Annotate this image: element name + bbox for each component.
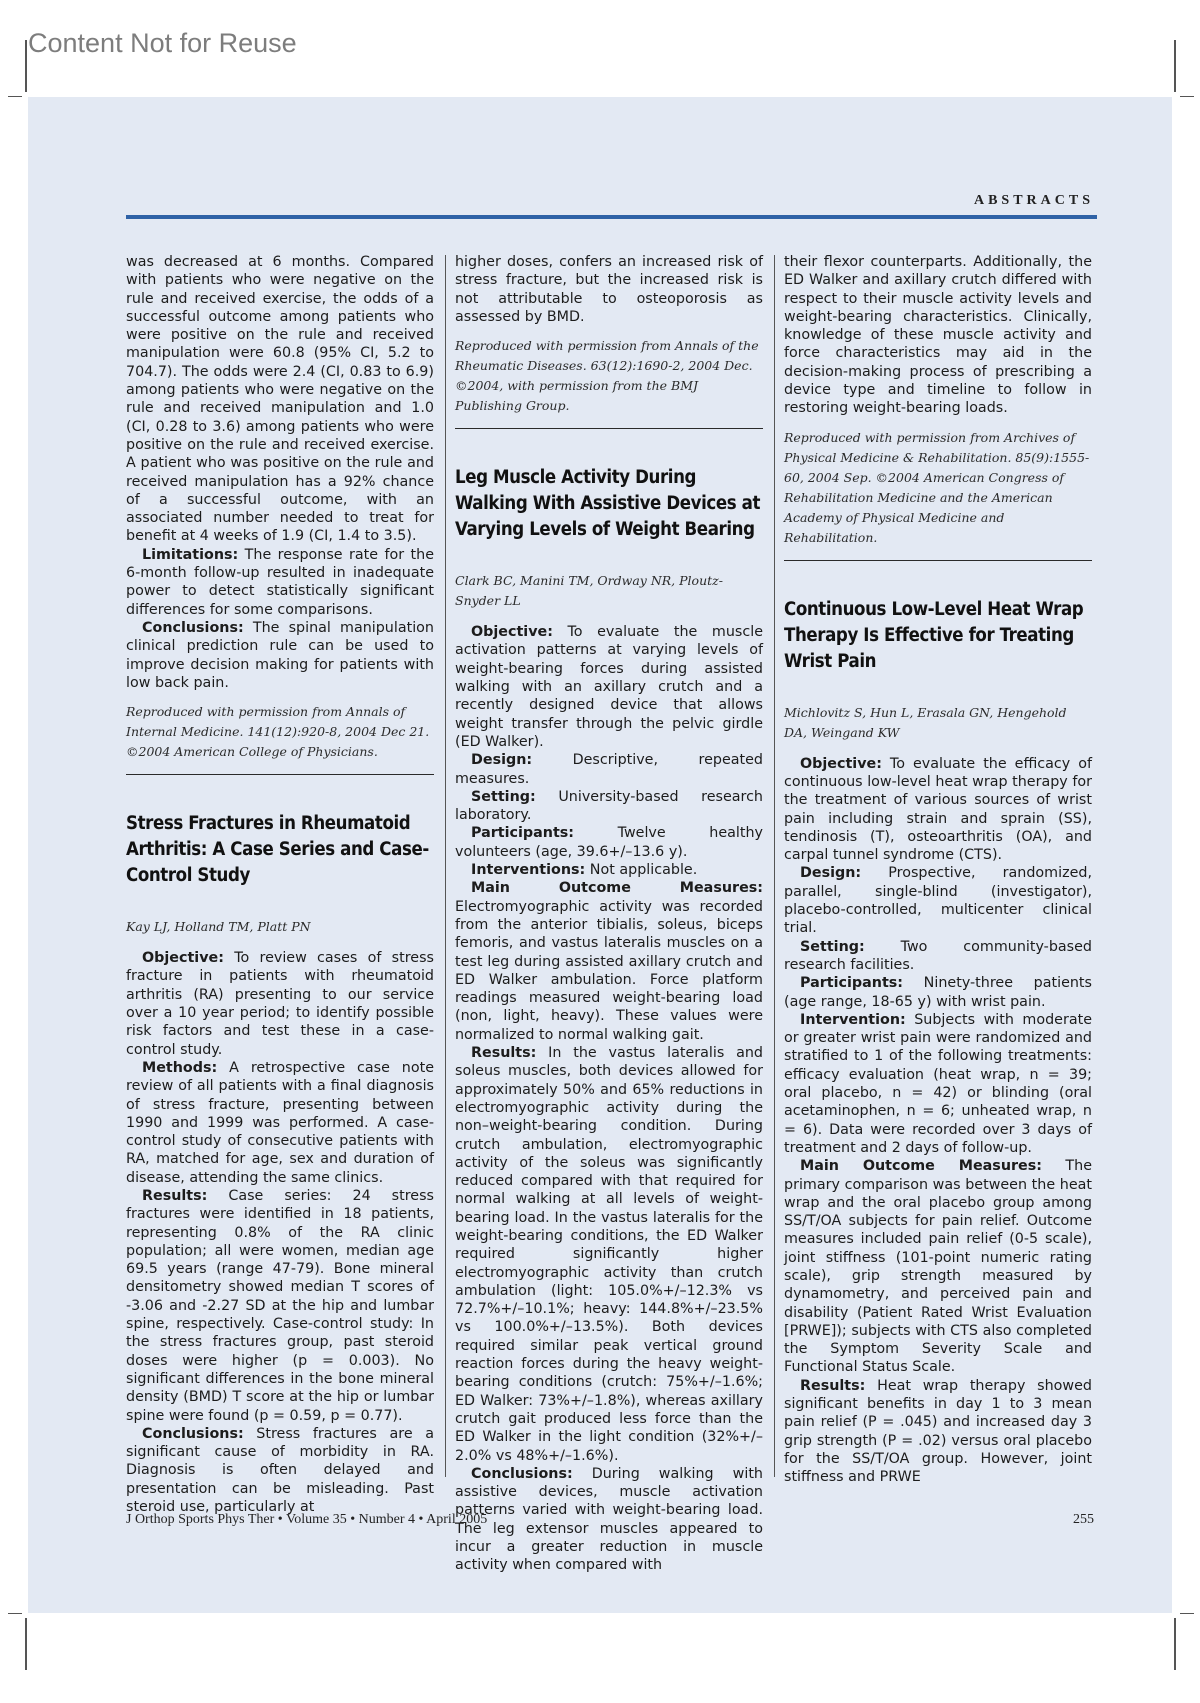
participants-text: Ninety-three patients (age range, 18-65 y) with wrist pain. xyxy=(784,975,1092,1010)
page-number: 255 xyxy=(1073,1512,1094,1527)
conclusions-text: Stress fractures are a significant cause of morbidity in RA. Diagnosis is often delayed and presentation can be misleading. Past steroid use, particularly at xyxy=(126,1425,434,1516)
setting-label: Setting: xyxy=(800,938,865,955)
crop-mark xyxy=(25,1618,27,1670)
design-label: Design: xyxy=(800,865,862,882)
methods-label: Methods: xyxy=(142,1059,218,1076)
objective-text: To evaluate the muscle activation patterns at varying levels of weight-bearing forces during assisted walking with an axillary crutch and a recently designed device that allows weight transfer through the pelvic girdle (ED Walker). xyxy=(455,624,763,750)
column-3 xyxy=(784,253,1093,1486)
measures-paragraph xyxy=(784,1157,1092,1377)
results-text: In the vastus lateralis and soleus muscles, both devices allowed for approximately 50% and 65% reductions in electromyographic activity during the non–weight-bearing condition. During crutch ambulation, electromyographic activity of the soleus was significantly reduced compared with that required for normal walking at all levels of weight-bearing load. In the vastus lateralis for the weight-bearing conditions, the ED Walker required significantly higher electromyographic activity than crutch ambulation (light: 105.0%+/–12.3% vs 72.7%+/–10.1%; heavy: 144.8%+/–23.5% vs 100.0%+/–13.5%). Both devices required similar peak vertical ground reaction forces during the heavy weight-bearing conditions (crutch: 75%+/–1.6%; ED Walker: 73%+/–1.8%), whereas axillary crutch gait produced less force than the ED Walker in the light condition (32%+/–2.0% vs 48%+/–1.6%). xyxy=(455,1045,763,1464)
crop-mark xyxy=(8,96,22,97)
header-rule xyxy=(126,215,1097,219)
column-2 xyxy=(455,253,763,1574)
crop-mark xyxy=(1174,1618,1176,1670)
objective-label: Objective: xyxy=(142,950,224,967)
conclusions-paragraph xyxy=(455,1465,763,1575)
crop-mark xyxy=(1180,96,1194,97)
measures-paragraph xyxy=(455,879,763,1044)
limitations-label: Limitations: xyxy=(142,546,239,563)
reproduction-note: Reproduced with permission from Annals of the Rheumatic Diseases. 63(12):1690-2, 2004 Dec. ©2004, with permission from the BMJ Publishing Group. xyxy=(455,338,759,414)
measures-text: Electromyographic activity was recorded from the anterior tibialis, soleus, biceps femoris, and vastus lateralis muscles on a test leg during assisted axillary crutch and ED Walker ambulation. Force platform readings measured weight-bearing load (non, light, heavy). These values were normalized to normal walking gait. xyxy=(455,898,763,1043)
results-text: Heat wrap therapy showed significant benefits in day 1 to 3 mean pain relief (P = .045) and increased day 3 grip strength (P = .02) versus oral placebo for the SS/T/OA group. However, joint stiffness and PRWE xyxy=(784,1377,1092,1486)
crop-mark xyxy=(8,1613,22,1614)
results-label: Results: xyxy=(142,1187,208,1204)
reproduction-note: Reproduced with permission from Annals of Internal Medicine. 141(12):920-8, 2004 Dec 21. ©2004 American College of Physicians. xyxy=(126,704,430,760)
objective-text: To evaluate the efficacy of continuous low-level heat wrap therapy for the treatment of various sources of wrist pain including strain and sprain (SS), tendinosis (T), osteoarthritis (OA), and carpal tunnel syndrome (CTS). xyxy=(784,755,1092,864)
intervention-text: Subjects with moderate or greater wrist pain were randomized and stratified to 1 of the following treatments: efficacy evaluation (heat wrap, n = 39; oral placebo, n = 42) or blinding (oral acetaminophen, n = 6; unheated wrap, n = 6). Data were recorded over 3 days of treatment and 2 days of follow-up. xyxy=(784,1011,1092,1156)
participants-paragraph xyxy=(784,974,1092,1011)
limitations-paragraph xyxy=(126,546,434,619)
reproduction-note: Reproduced with permission from Archives of Physical Medicine & Rehabilitation. 85(9):1555-60, 2004 Sep. ©2004 American Congress of Rehabilitation Medicine and the American Academy of Physical Medicine and Rehabilitation. xyxy=(784,429,1090,545)
conclusions-text: The spinal manipulation clinical prediction rule can be used to improve decision making for patients with low back pain. xyxy=(126,619,434,691)
conclusions-text: During walking with assistive devices, muscle activation patterns varied with weight-bearing load. The leg extensor muscles appeared to incur a greater reduction in muscle activity when compared with xyxy=(455,1465,763,1574)
article-authors: Kay LJ, Holland TM, Platt PN xyxy=(126,919,311,935)
article-authors: Clark BC, Manini TM, Ordway NR, Ploutz-Snyder LL xyxy=(455,573,723,609)
limitations-text: The response rate for the 6-month follow-up resulted in inadequate power to detect statistically significant differences for some comparisons. xyxy=(126,546,434,618)
results-label: Results: xyxy=(471,1045,537,1062)
participants-paragraph xyxy=(455,824,763,861)
conclusions-paragraph xyxy=(126,1425,434,1516)
design-label: Design: xyxy=(471,752,533,769)
crop-mark xyxy=(1180,1613,1194,1614)
results-text: Case series: 24 stress fractures were identified in 18 patients, representing 0.8% of the RA clinic population; all were women, median age 69.5 years (range 47-79). Bone mineral densitometry showed median T scores of -3.06 and -2.27 SD at the hip and lumbar spine, respectively. Case-control study: In the stress fractures group, past steroid doses were higher (p = 0.003). No significant differences in the bone mineral density (BMD) T score at the hip or lumbar spine were found (p = 0.59, p = 0.77). xyxy=(126,1187,434,1424)
design-paragraph xyxy=(784,864,1092,937)
design-text: Descriptive, repeated measures. xyxy=(455,752,763,787)
carry-over-text: their flexor counterparts. Additionally, the ED Walker and axillary crutch differed with respect to their muscle activity levels and weight-bearing characteristics. Clinically, knowledge of these muscle activity and force characteristics may aid in the decision-making process of prescribing a device type and timeline to follow in restoring weight-bearing loads. xyxy=(784,254,1092,417)
column-separator xyxy=(445,255,446,1477)
conclusions-paragraph xyxy=(126,619,434,692)
results-paragraph xyxy=(455,1044,763,1465)
watermark: Content Not for Reuse xyxy=(28,28,297,58)
objective-paragraph xyxy=(126,949,434,1059)
interventions-paragraph xyxy=(455,861,763,879)
participants-label: Participants: xyxy=(471,825,575,842)
setting-text: Two community-based research facilities. xyxy=(784,938,1092,973)
results-label: Results: xyxy=(800,1377,866,1394)
article-title: Stress Fractures in Rheumatoid Arthritis: A Case Series and Case-Control Study xyxy=(126,813,429,887)
results-paragraph xyxy=(784,1377,1092,1487)
column-1 xyxy=(126,253,434,1516)
objective-label: Objective: xyxy=(800,755,882,772)
objective-label: Objective: xyxy=(471,624,553,641)
article-title: Continuous Low-Level Heat Wrap Therapy Is Effective for Treating Wrist Pain xyxy=(784,598,1084,672)
participants-label: Participants: xyxy=(800,975,904,992)
carry-over-text: was decreased at 6 months. Compared with patients who were negative on the rule and received exercise, the odds of a successful outcome among patients who were positive on the rule and received manipulation were 60.8 (95% CI, 5.2 to 704.7). The odds were 2.4 (CI, 0.83 to 6.9) among patients who were negative on the rule and received manipulation and 1.0 (CI, 0.28 to 3.6) among patients who were positive on the rule and received exercise. A patient who was positive on the rule and received manipulation has a 92% chance of a successful outcome, with an associated number needed to treat for benefit at 4 weeks of 1.9 (CI, 1.4 to 3.5). xyxy=(126,254,434,545)
intervention-paragraph xyxy=(784,1011,1092,1157)
objective-paragraph xyxy=(784,755,1092,865)
interventions-label: Interventions: xyxy=(471,862,586,879)
article-title: Leg Muscle Activity During Walking With Assistive Devices at Varying Levels of Weight Bearing xyxy=(455,467,761,541)
conclusions-label: Conclusions: xyxy=(142,1425,244,1442)
objective-text: To review cases of stress fracture in patients with rheumatoid arthritis (RA) presenting to our service over a 10 year period; to identify possible risk factors and test these in a case-control study. xyxy=(126,950,434,1058)
setting-label: Setting: xyxy=(471,788,536,805)
methods-text: A retrospective case note review of all patients with a final diagnosis of stress fracture, presenting between 1990 and 1999 was performed. A case-control study of consecutive patients with RA, matched for age, sex and duration of disease, attending the same clinics. xyxy=(126,1059,434,1186)
results-paragraph xyxy=(126,1187,434,1425)
design-text: Prospective, randomized, parallel, single-blind (investigator), placebo-controlled, multicenter clinical trial. xyxy=(784,865,1092,937)
methods-paragraph xyxy=(126,1059,434,1187)
journal-footer: J Orthop Sports Phys Ther • Volume 35 • Number 4 • April 2005 xyxy=(126,1512,488,1527)
setting-paragraph xyxy=(455,788,763,825)
article-divider xyxy=(784,560,1092,561)
design-paragraph xyxy=(455,751,763,788)
article-divider xyxy=(126,774,434,775)
setting-text: University-based research laboratory. xyxy=(455,788,763,824)
journal-page xyxy=(28,97,1172,1613)
article-divider xyxy=(455,428,763,429)
measures-text: The primary comparison was between the heat wrap and the oral placebo group among SS/T/OA subjects for pain relief. Outcome measures included pain relief (0-5 scale), joint stiffness (101-point numeric rating scale), grip strength measured by dynamometry, and perceived pain and disability (Patient Rated Wrist Evaluation [PRWE]); subjects with CTS also completed the Symptom Severity Scale and Functional Status Scale. xyxy=(784,1158,1093,1376)
section-label: ABSTRACTS xyxy=(973,193,1094,208)
carry-over-text: higher doses, confers an increased risk of stress fracture, but the increased risk is not attributable to osteoporosis as assessed by BMD. xyxy=(455,254,763,325)
conclusions-label: Conclusions: xyxy=(142,619,244,636)
conclusions-label: Conclusions: xyxy=(471,1465,573,1482)
interventions-text: Not applicable. xyxy=(585,862,698,879)
measures-label: Main Outcome Measures: xyxy=(471,880,763,897)
setting-paragraph xyxy=(784,938,1092,975)
crop-mark xyxy=(1174,40,1176,92)
article-authors: Michlovitz S, Hun L, Erasala GN, Hengehold DA, Weingand KW xyxy=(784,704,1067,740)
column-separator xyxy=(774,255,775,1477)
measures-label: Main Outcome Measures: xyxy=(800,1158,1042,1175)
crop-mark xyxy=(25,40,27,92)
intervention-label: Intervention: xyxy=(800,1011,906,1028)
participants-text: Twelve healthy volunteers (age, 39.6+/–13.6 y). xyxy=(455,825,763,860)
objective-paragraph xyxy=(455,623,763,751)
